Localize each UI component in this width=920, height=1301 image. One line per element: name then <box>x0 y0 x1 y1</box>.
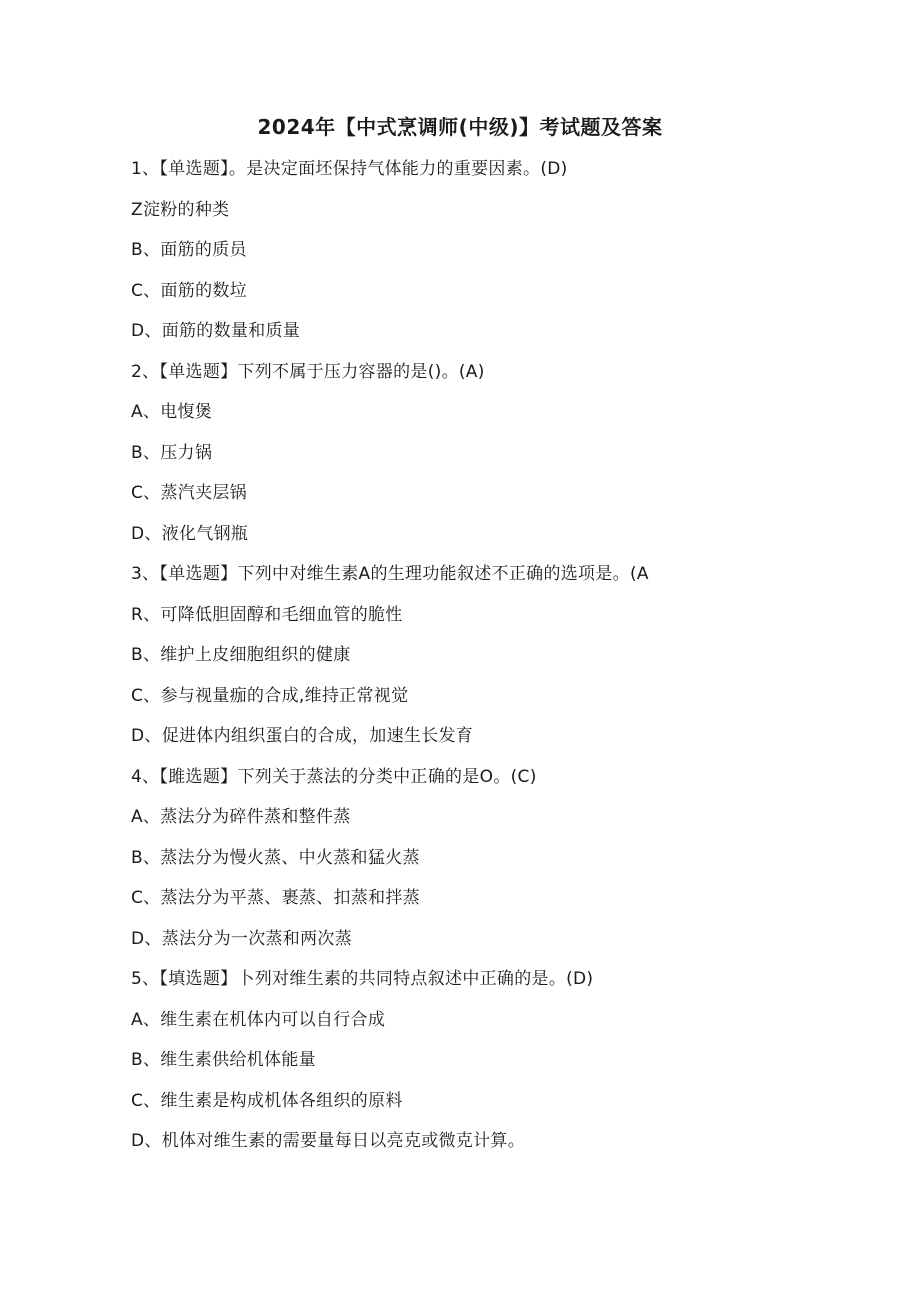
question-5-option-b: B、维生素供给机体能量 <box>131 1050 316 1070</box>
question-1-option-b: B、面筋的质员 <box>131 240 247 260</box>
question-2-option-c: C、蒸汽夹层锅 <box>131 483 247 503</box>
question-1-option-d: D、面筋的数量和质量 <box>131 321 301 341</box>
question-4-option-a: A、蒸法分为碎件蒸和整件蒸 <box>131 807 351 827</box>
question-4-option-b: B、蒸法分为慢火蒸、中火蒸和猛火蒸 <box>131 847 420 868</box>
question-1-option-c: C、面筋的数垃 <box>131 280 247 301</box>
question-5-option-a: A、维生素在机体内可以自行合成 <box>131 1009 386 1030</box>
question-3-stem: 3、【单选题】下列中对维生素A的生理功能叙述不正确的选项是。(A <box>131 564 649 584</box>
question-list <box>131 153 831 1166</box>
question-5-option-d: D、机体对维生素的需要量每日以亮克或微克计算。 <box>131 1131 525 1151</box>
question-2-stem: 2、【单选题】下列不属于压力容器的是()。(A) <box>131 361 485 382</box>
question-1-stem: 1、【单选题】。是决定面坯保持气体能力的重要因素。(D) <box>131 159 568 179</box>
question-4-option-d: D、蒸法分为一次蒸和两次蒸 <box>131 928 352 949</box>
question-3-option-c: C、参与视量痂的合成,维持正常视觉 <box>131 685 409 706</box>
question-2-option-d: D、液化气钢瓶 <box>131 523 249 544</box>
question-3-option-b: B、维护上皮细胞组织的健康 <box>131 645 351 665</box>
question-1-option-a: Z淀粉的种类 <box>131 199 230 220</box>
question-5-stem: 5、【填选题】卜列对维生素的共同特点叙述中正确的是。(D) <box>131 969 594 989</box>
question-4-option-c: C、蒸法分为平蒸、裹蒸、扣蒸和拌蒸 <box>131 888 420 908</box>
question-3-option-a: R、可降低胆固醇和毛细血管的脆性 <box>131 604 403 625</box>
question-5-option-c: C、维生素是构成机体各组织的原料 <box>131 1090 403 1111</box>
question-3-option-d: D、促进体内组织蛋白的合成，加速生长发育 <box>131 726 474 746</box>
document-title: 2024年【中式烹调师(中级)】考试题及答案 <box>257 115 663 139</box>
question-2-option-b: B、压力锅 <box>131 442 213 463</box>
question-4-stem: 4、【雎选题】下列关于蒸法的分类中正确的是O。(C) <box>131 766 537 787</box>
question-2-option-a: A、电愎煲 <box>131 402 213 422</box>
